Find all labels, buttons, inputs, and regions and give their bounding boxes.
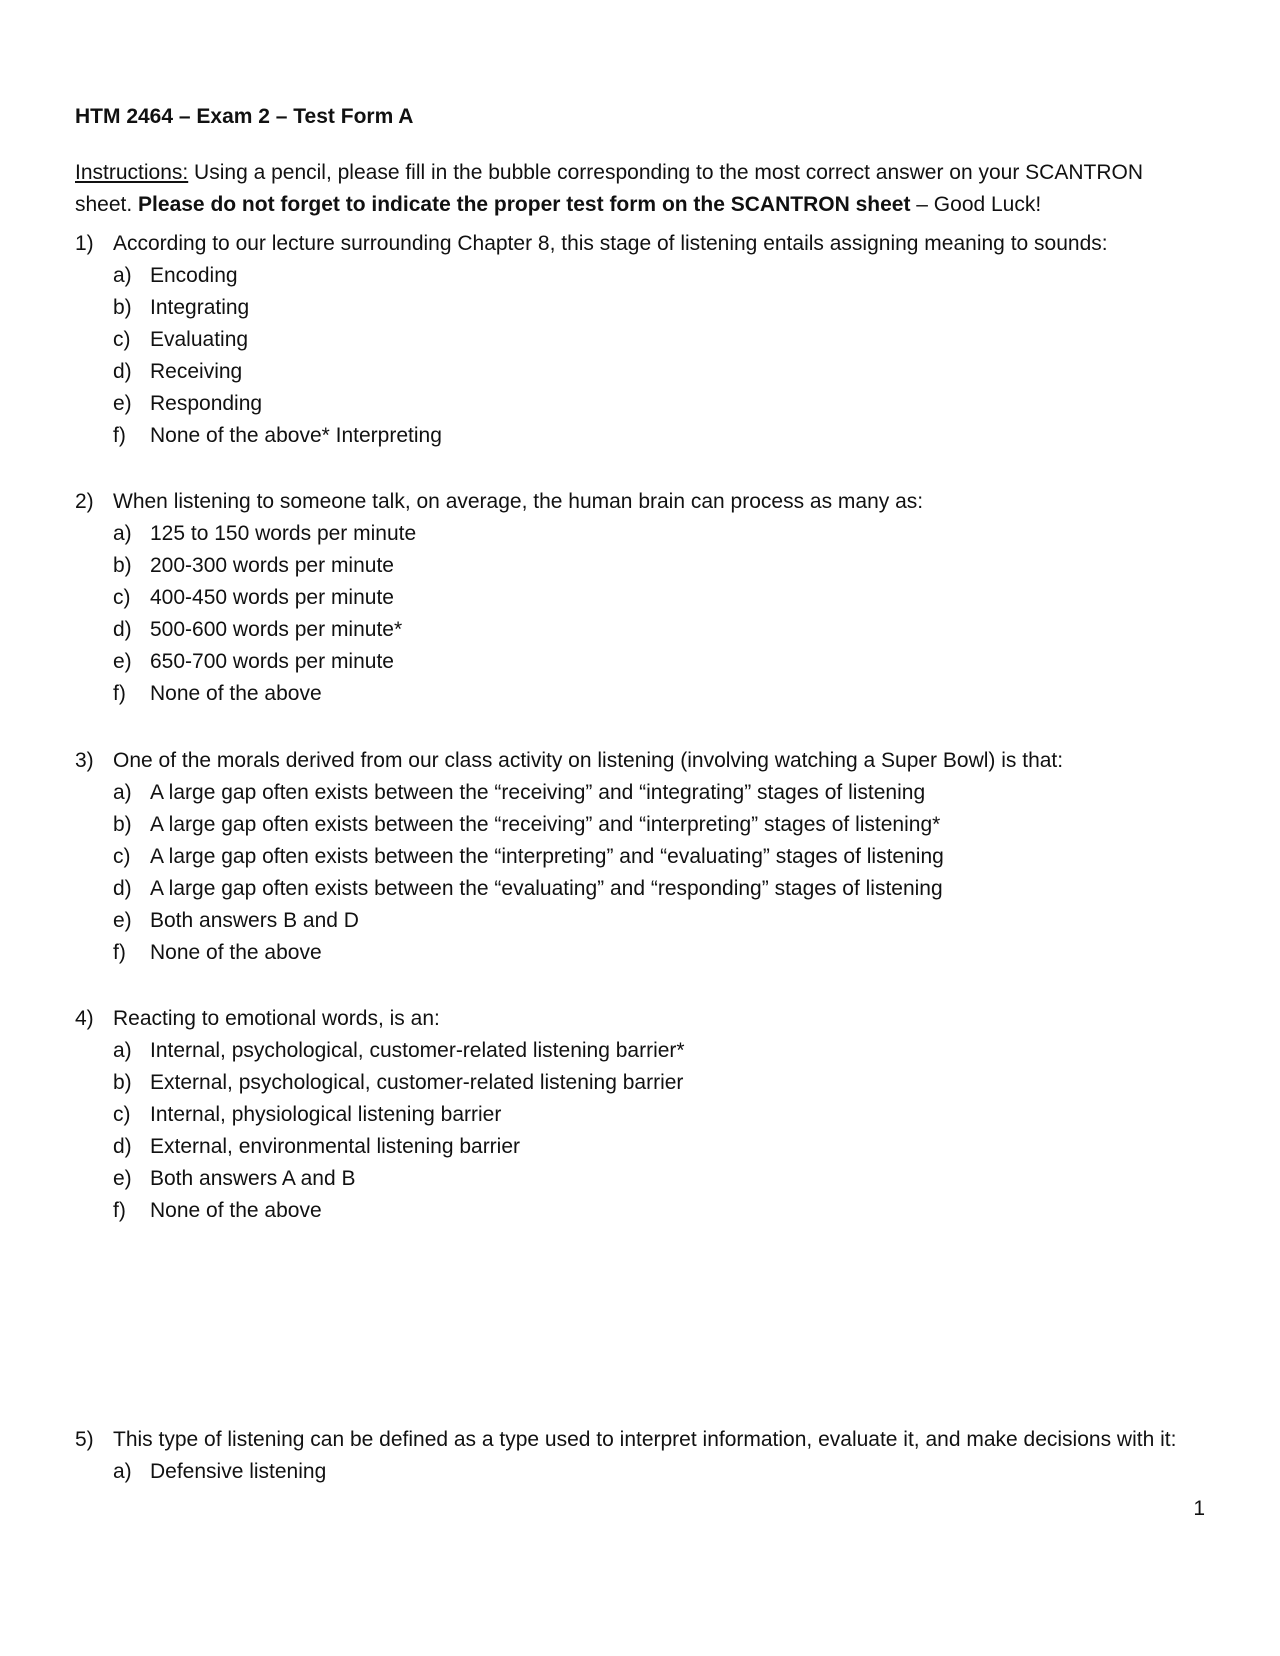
choice-text: Encoding — [150, 264, 238, 287]
choice-text: A large gap often exists between the “interpreting” and “evaluating” stages of listening — [150, 845, 944, 868]
answer-choice — [75, 388, 1215, 420]
choice-text: A large gap often exists between the “receiving” and “integrating” stages of listening — [150, 781, 926, 804]
answer-choice — [75, 260, 1215, 292]
choice-letter: d) — [113, 877, 132, 900]
choice-text: Integrating — [150, 296, 250, 319]
question-stem — [75, 228, 1215, 260]
question-5 — [75, 1424, 1215, 1488]
answer-choice — [75, 1035, 1215, 1067]
instructions-paragraph — [75, 157, 1195, 221]
choice-text: 500-600 words per minute* — [150, 618, 403, 641]
question-number: 3) — [75, 749, 94, 772]
question-text: One of the morals derived from our class activity on listening (involving watching a Super Bowl) is that: — [113, 749, 1064, 772]
choice-text: None of the above — [150, 682, 322, 705]
answer-choice — [75, 518, 1215, 550]
choice-text: Defensive listening — [150, 1460, 327, 1483]
question-1 — [75, 228, 1215, 452]
choice-text: A large gap often exists between the “evaluating” and “responding” stages of listening — [150, 877, 943, 900]
question-text: When listening to someone talk, on average, the human brain can process as many as: — [113, 490, 924, 513]
choice-letter: c) — [113, 328, 131, 351]
answer-choice — [75, 356, 1215, 388]
answer-choice — [75, 1195, 1215, 1227]
choice-letter: f) — [113, 941, 126, 964]
question-text: According to our lecture surrounding Chapter 8, this stage of listening entails assigning meaning to sounds: — [113, 232, 1108, 255]
question-number: 4) — [75, 1007, 94, 1030]
answer-choice — [75, 614, 1215, 646]
choice-letter: d) — [113, 1135, 132, 1158]
exam-title: HTM 2464 – Exam 2 – Test Form A — [75, 105, 414, 128]
instructions-bold-text: Please do not forget to indicate the proper test form on the SCANTRON sheet — [138, 193, 911, 216]
question-text: This type of listening can be defined as a type used to interpret information, evaluate it, and make decisions with it: — [113, 1428, 1177, 1451]
answer-choice — [75, 873, 1215, 905]
question-number: 5) — [75, 1428, 94, 1451]
choice-letter: b) — [113, 813, 132, 836]
instructions-text: Using a pencil, please fill in the bubble corresponding to the most correct answer on your SCANTRON sheet. — [75, 161, 1144, 216]
choice-letter: b) — [113, 554, 132, 577]
answer-choices — [75, 260, 1215, 452]
choice-letter: e) — [113, 392, 132, 415]
choice-text: None of the above — [150, 941, 322, 964]
answer-choice — [75, 678, 1215, 710]
answer-choice — [75, 550, 1215, 582]
choice-text: Internal, psychological, customer-related listening barrier* — [150, 1039, 685, 1062]
choice-letter: b) — [113, 1071, 132, 1094]
choice-text: Both answers A and B — [150, 1167, 356, 1190]
answer-choice — [75, 646, 1215, 678]
choice-text: Receiving — [150, 360, 243, 383]
page-number: 1 — [1193, 1497, 1205, 1520]
choice-letter: a) — [113, 1039, 132, 1062]
choice-letter: c) — [113, 845, 131, 868]
instructions-tail-text: – Good Luck! — [910, 193, 1042, 216]
choice-letter: a) — [113, 1460, 132, 1483]
choice-text: None of the above — [150, 1199, 322, 1222]
answer-choice — [75, 292, 1215, 324]
answer-choice — [75, 420, 1215, 452]
answer-choice — [75, 1099, 1215, 1131]
choice-text: External, environmental listening barrier — [150, 1135, 521, 1158]
answer-choices — [75, 1035, 1215, 1227]
question-3 — [75, 745, 1215, 969]
choice-letter: a) — [113, 781, 132, 804]
choice-letter: d) — [113, 360, 132, 383]
answer-choice — [75, 1456, 1215, 1488]
choice-text: None of the above* Interpreting — [150, 424, 442, 447]
question-stem — [75, 745, 1215, 777]
choice-text: Both answers B and D — [150, 909, 359, 932]
answer-choice — [75, 582, 1215, 614]
question-number: 2) — [75, 490, 94, 513]
choice-text: A large gap often exists between the “receiving” and “interpreting” stages of listening* — [150, 813, 941, 836]
choice-text: Evaluating — [150, 328, 249, 351]
choice-letter: a) — [113, 522, 132, 545]
choice-letter: c) — [113, 1103, 131, 1126]
question-stem — [75, 1003, 1215, 1035]
answer-choice — [75, 937, 1215, 969]
choice-letter: c) — [113, 586, 131, 609]
choice-letter: f) — [113, 424, 126, 447]
choice-letter: f) — [113, 682, 126, 705]
answer-choices — [75, 518, 1215, 710]
choice-letter: d) — [113, 618, 132, 641]
answer-choice — [75, 841, 1215, 873]
answer-choice — [75, 1163, 1215, 1195]
question-number: 1) — [75, 232, 94, 255]
question-text: Reacting to emotional words, is an: — [113, 1007, 440, 1030]
choice-letter: f) — [113, 1199, 126, 1222]
choice-letter: e) — [113, 909, 132, 932]
answer-choice — [75, 1131, 1215, 1163]
choice-letter: a) — [113, 264, 132, 287]
answer-choices — [75, 1456, 1215, 1488]
choice-letter: e) — [113, 1167, 132, 1190]
question-2 — [75, 486, 1215, 710]
choice-letter: e) — [113, 650, 132, 673]
answer-choice — [75, 324, 1215, 356]
question-4 — [75, 1003, 1215, 1227]
choice-letter: b) — [113, 296, 132, 319]
instructions-label: Instructions: — [75, 161, 189, 184]
choice-text: 200-300 words per minute — [150, 554, 394, 577]
answer-choice — [75, 1067, 1215, 1099]
question-stem — [75, 1424, 1215, 1456]
choice-text: Responding — [150, 392, 263, 415]
answer-choice — [75, 777, 1215, 809]
answer-choices — [75, 777, 1215, 969]
answer-choice — [75, 809, 1215, 841]
choice-text: Internal, physiological listening barrier — [150, 1103, 502, 1126]
choice-text: 125 to 150 words per minute — [150, 522, 417, 545]
choice-text: 400-450 words per minute — [150, 586, 394, 609]
answer-choice — [75, 905, 1215, 937]
choice-text: 650-700 words per minute — [150, 650, 394, 673]
choice-text: External, psychological, customer-related listening barrier — [150, 1071, 684, 1094]
question-stem — [75, 486, 1215, 518]
